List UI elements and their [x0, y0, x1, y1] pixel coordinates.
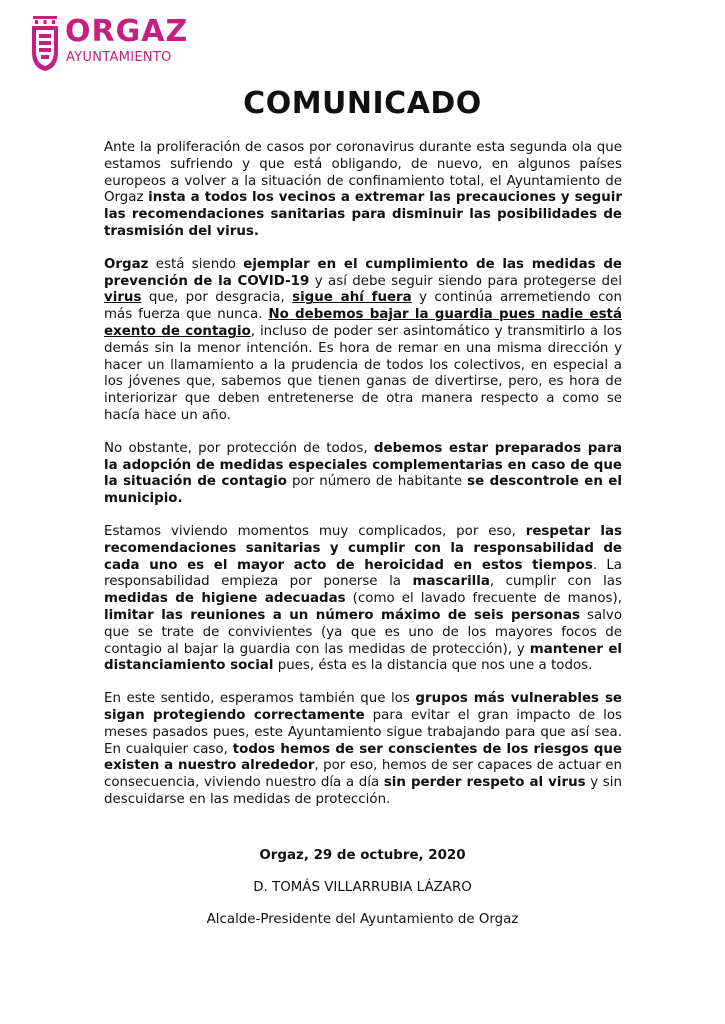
signer-role: Alcalde-Presidente del Ayuntamiento de Orgaz	[206, 912, 519, 927]
underlined-span: sigue ahí fuera	[292, 290, 412, 306]
underlined-span: No debemos bajar la guardia pues nadie está exento de contagio	[104, 307, 622, 339]
bold-span: debemos estar preparados para la adopción de medidas especiales complementarias en caso de que la situación de contagio	[104, 440, 622, 490]
paragraph-3	[104, 441, 622, 508]
text-span: y así debe seguir siendo para protegerse del	[309, 273, 623, 289]
ayuntamiento-logo	[30, 16, 195, 72]
text-span: y continúa arremetiendo con más fuerza que nunca.	[104, 290, 622, 323]
text-span: , por eso, hemos de ser capaces de actuar en consecuencia, viviendo nuestro día a día	[104, 758, 622, 791]
text-span: . La responsabilidad empieza por ponerse la	[104, 557, 622, 590]
paragraph-5	[104, 691, 622, 809]
underlined-span: virus	[104, 290, 142, 306]
text-span: pues, ésta es la distancia que nos une a todos.	[273, 658, 593, 674]
text-span: Ante la proliferación de casos por coronavirus durante esta segunda ola que estamos sufriendo y que está obligando, de nuevo, en algunos países europeos a volver a la situación de confinamiento total, el Ayuntamiento de Orgaz	[104, 140, 622, 206]
text-span: , incluso de poder ser asintomático y transmitirlo a los demás sin la menor intención. Es hora de remar en una misma dirección y hacer un llamamiento a la prudencia de todos los colectivos, en especial a los jóvenes que, sabemos que tienen ganas de divertirse, pero, es hora de interiorizar que deben entretenerse de otra manera respecto a como se hacía hace un año.	[104, 323, 622, 423]
text-span: que, por desgracia,	[141, 290, 293, 306]
bold-span: sin perder respeto al virus	[383, 775, 586, 791]
bold-span: mantener el distanciamiento social	[104, 641, 622, 674]
text-span: No obstante, por protección de todos,	[104, 440, 374, 456]
paragraph-2	[104, 257, 622, 425]
text-span: para evitar el gran impacto de los meses pasados pues, este Ayuntamiento sigue trabajando para que así sea. En cualquier caso,	[104, 707, 622, 757]
bold-span: medidas de higiene adecuadas	[104, 591, 346, 607]
bold-span: limitar las reuniones a un número máximo de seis personas	[104, 607, 580, 623]
place-and-date: Orgaz, 29 de octubre, 2020	[259, 848, 466, 863]
bold-span: insta a todos los vecinos a extremar las precauciones y seguir las recomendaciones sanitarias para disminuir las posibilidades de trasmisión del virus.	[104, 190, 622, 239]
bold-span: grupos más vulnerables se sigan protegiendo correctamente	[104, 691, 623, 723]
signer-name: D. TOMÁS VILLARRUBIA LÁZARO	[253, 880, 472, 895]
logo-subtitle: AYUNTAMIENTO	[66, 50, 172, 65]
text-span: salvo que se trate de convivientes (ya que es uno de los mayores focos de contagio al bajar la guardia con las medidas de protección), y	[104, 607, 623, 657]
bold-span: Orgaz	[104, 256, 149, 272]
paragraph-1	[104, 140, 622, 241]
text-span: , cumplir con las	[489, 574, 622, 590]
text-span: Estamos viviendo momentos muy complicados, por eso,	[104, 523, 526, 539]
bold-span: ejemplar en el cumplimiento de las medidas de prevención de la COVID-19	[104, 256, 622, 289]
document-body	[104, 140, 622, 825]
text-span: está siendo	[148, 256, 244, 272]
text-span: y sin descuidarse en las medidas de protección.	[104, 775, 622, 807]
text-span: por número de habitante	[286, 474, 468, 490]
coat-of-arms-icon	[30, 16, 60, 72]
document-title: COMUNICADO	[243, 86, 482, 121]
bold-span: respetar las recomendaciones sanitarias y cumplir con la responsabilidad de cada uno es el mayor acto de heroicidad en estos tiempos	[104, 523, 622, 573]
text-span: (como el lavado frecuente de manos),	[345, 591, 622, 607]
bold-span: se descontrole en el municipio.	[104, 474, 622, 507]
paragraph-4	[104, 524, 622, 675]
bold-span: mascarilla	[412, 574, 490, 590]
text-span: En este sentido, esperamos también que los	[104, 691, 416, 707]
bold-span: todos hemos de ser conscientes de los riesgos que existen a nuestro alrededor	[104, 741, 623, 774]
logo-name: ORGAZ	[65, 14, 189, 49]
